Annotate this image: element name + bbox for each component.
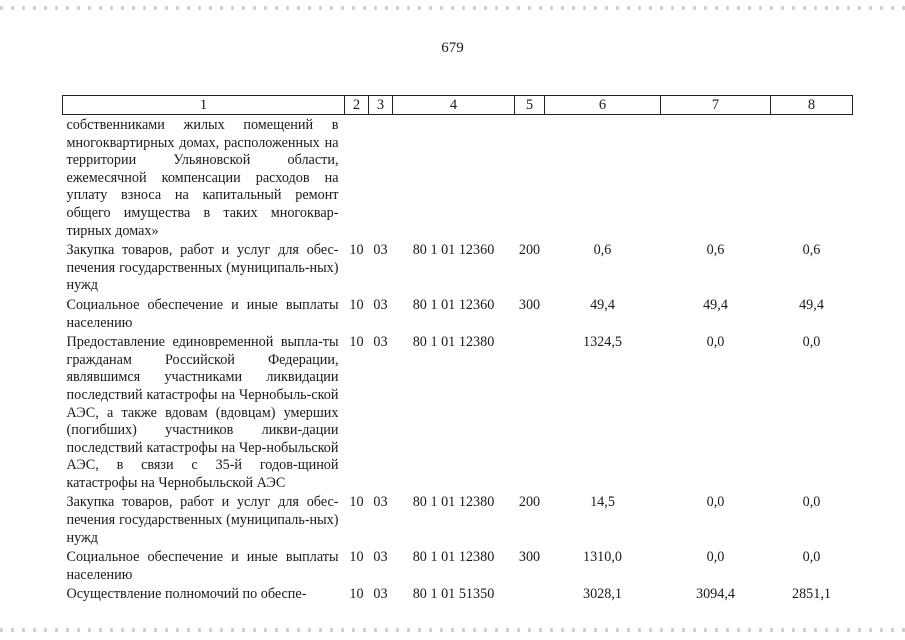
header-row bbox=[63, 96, 853, 115]
row-description: Закупка товаров, работ и услуг для обес-печения государственных (муниципаль-ных) нужд bbox=[66, 242, 339, 294]
row-description: Социальное обеспечение и иные выплаты населению bbox=[66, 549, 339, 583]
section-code: 10 bbox=[349, 494, 364, 511]
amount-col-8: 49,4 bbox=[799, 296, 824, 313]
budget-table bbox=[62, 95, 853, 604]
page-number: 679 bbox=[441, 40, 464, 56]
header-col-2: 2 bbox=[345, 96, 369, 115]
amount-col-6: 14,5 bbox=[590, 494, 615, 511]
target-article-code: 80 1 01 12380 bbox=[412, 334, 495, 351]
amount-col-6 bbox=[545, 115, 661, 243]
scan-bottom-edge bbox=[0, 628, 905, 632]
expense-type-code: 200 bbox=[518, 242, 541, 259]
amount-col-7: 0,0 bbox=[706, 549, 725, 566]
amount-col-7: 0,6 bbox=[706, 242, 725, 259]
amount-col-6: 49,4 bbox=[590, 296, 615, 313]
expense-type-code bbox=[515, 115, 545, 243]
section-code: 10 bbox=[349, 586, 364, 603]
row-description: Осуществление полномочий по обеспе- bbox=[66, 586, 307, 603]
amount-col-8: 0,0 bbox=[802, 549, 821, 566]
row-description: Социальное обеспечение и иные выплаты населению bbox=[66, 296, 339, 331]
amount-col-8 bbox=[771, 115, 853, 243]
amount-col-7: 3094,4 bbox=[695, 586, 735, 603]
header-col-7: 7 bbox=[661, 96, 771, 115]
amount-col-6: 1324,5 bbox=[582, 334, 622, 351]
subsection-code: 03 bbox=[373, 296, 388, 313]
table-row bbox=[63, 242, 853, 297]
amount-col-6: 0,6 bbox=[593, 242, 612, 259]
table-row bbox=[63, 297, 853, 334]
header-col-3: 3 bbox=[369, 96, 393, 115]
expense-type-code bbox=[515, 586, 545, 604]
header-col-5: 5 bbox=[515, 96, 545, 115]
expense-type-code: 300 bbox=[518, 549, 541, 566]
section-code: 10 bbox=[349, 296, 364, 313]
header-col-4: 4 bbox=[393, 96, 515, 115]
table-row bbox=[63, 549, 853, 586]
header-col-8: 8 bbox=[771, 96, 853, 115]
amount-col-8: 0,0 bbox=[802, 334, 821, 351]
section-code: 10 bbox=[349, 242, 364, 259]
row-description: собственниками жилых помещений в многоквартирных домах, расположенных на территории Ульяновской области, ежемесячной компенсации расходов на уплату взноса на капитальный ремонт общего имущества в таких многоквар-тирных домах» bbox=[66, 117, 339, 239]
table-row bbox=[63, 115, 853, 243]
amount-col-7: 0,0 bbox=[706, 494, 725, 511]
subsection-code: 03 bbox=[373, 494, 388, 511]
section-code: 10 bbox=[349, 549, 364, 566]
row-description: Закупка товаров, работ и услуг для обес-печения государственных (муниципаль-ных) нужд bbox=[66, 494, 339, 546]
amount-col-6: 1310,0 bbox=[582, 549, 622, 566]
target-article-code bbox=[393, 115, 515, 243]
amount-col-8: 0,0 bbox=[802, 494, 821, 511]
subsection-code: 03 bbox=[373, 334, 388, 351]
section-code bbox=[345, 115, 369, 243]
subsection-code: 03 bbox=[373, 549, 388, 566]
amount-col-6: 3028,1 bbox=[582, 586, 622, 603]
subsection-code: 03 bbox=[373, 242, 388, 259]
header-col-6: 6 bbox=[545, 96, 661, 115]
subsection-code: 03 bbox=[373, 586, 388, 603]
target-article-code: 80 1 01 12360 bbox=[412, 296, 495, 313]
table-row bbox=[63, 334, 853, 494]
target-article-code: 80 1 01 12380 bbox=[412, 549, 495, 566]
amount-col-7: 0,0 bbox=[706, 334, 725, 351]
expense-type-code bbox=[515, 334, 545, 494]
scan-top-edge bbox=[0, 6, 905, 10]
table-row bbox=[63, 586, 853, 604]
amount-col-8: 2851,1 bbox=[791, 586, 831, 603]
target-article-code: 80 1 01 12360 bbox=[412, 242, 495, 259]
amount-col-8: 0,6 bbox=[802, 242, 821, 259]
amount-col-7: 49,4 bbox=[703, 296, 728, 313]
header-col-1: 1 bbox=[63, 96, 345, 115]
expense-type-code: 200 bbox=[518, 494, 541, 511]
target-article-code: 80 1 01 51350 bbox=[412, 586, 495, 603]
expense-type-code: 300 bbox=[518, 296, 541, 313]
subsection-code bbox=[369, 115, 393, 243]
section-code: 10 bbox=[349, 334, 364, 351]
target-article-code: 80 1 01 12380 bbox=[412, 494, 495, 511]
table-row bbox=[63, 494, 853, 549]
row-description: Предоставление единовременной выпла-ты гражданам Российской Федерации, являвшимся участниками ликвидации последствий катастрофы на Чернобыль-ской АЭС, а также вдовам (вдовцам) умерших (погибших) участников ликви-дации последствий катастрофы на Чер-нобыльской АЭС, в связи с 35-й годов-щиной катастрофы на Чернобыльской АЭС bbox=[66, 334, 339, 491]
amount-col-7 bbox=[661, 115, 771, 243]
